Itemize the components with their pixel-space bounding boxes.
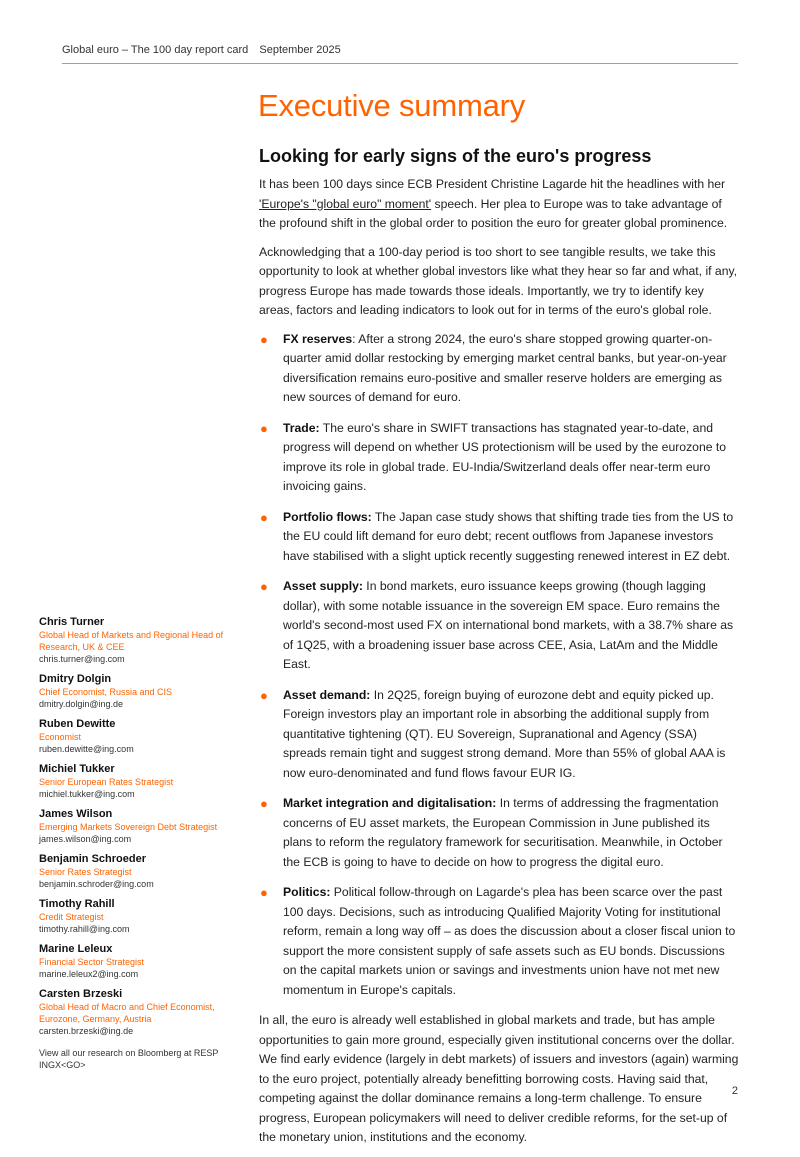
author-name: Timothy Rahill <box>39 898 115 910</box>
author-name: Ruben Dewitte <box>39 718 116 730</box>
bullet-dot-icon: ● <box>260 687 268 703</box>
bullet-asset-demand <box>259 686 740 784</box>
bullet-dot-icon: ● <box>260 796 268 811</box>
header-doc-title: Global euro – The 100 day report card <box>62 44 249 56</box>
bullet-text: : After a strong 2024, the euro's share stopped growing quarter-on-quarter amid dollar restocking by emerging market central banks, but year-on-year diversification remains euro-positive and smaller reserve holders are emerging as new sources of demand for euro. <box>283 331 727 404</box>
running-header <box>62 44 341 56</box>
bullet-dot-icon: ● <box>260 509 268 525</box>
bullet-text: In 2Q25, foreign buying of eurozone debt and equity picked up. Foreign investors play an important role in absorbing the additional supply from quantitative tightening (QT). EU Sovereign, Supranational and Agency (SSA) spreads remain tight and suggest strong demand. More than 55% of global AAA is now euro-denominated and fund flows favour EUR IG. <box>283 687 726 780</box>
bullet-text: The Japan case study shows that shifting trade ties from the US to the EU could lift demand for euro debt; recent outflows from Japanese investors have stabilised with a slight uptick recently suggesting renewed interest in EZ debt. <box>283 509 734 563</box>
author-name: Benjamin Schroeder <box>39 853 146 865</box>
author-contact <box>39 762 239 800</box>
page-title: Executive summary <box>258 88 526 123</box>
bullet-text: The euro's share in SWIFT transactions has stagnated year-to-date, and progress will depend on whether US protectionism will be used by the eurozone to improve its role in global trade. EU-India/Switzerland deals offer near-term euro invoicing gains. <box>283 420 727 493</box>
bullet-label: Portfolio flows: <box>283 509 372 524</box>
main-content <box>259 146 740 1157</box>
bullet-market-integration <box>259 794 740 872</box>
header-divider <box>62 63 738 64</box>
author-email[interactable]: dmitry.dolgin@ing.de <box>39 699 124 709</box>
speech-link[interactable]: 'Europe's "global euro" moment' <box>259 196 432 211</box>
author-name: Carsten Brzeski <box>39 988 123 1000</box>
bullet-label: FX reserves <box>283 331 353 346</box>
author-contact <box>39 987 239 1037</box>
intro-p1-before: It has been 100 days since ECB President Christine Lagarde hit the headlines with her <box>259 177 726 191</box>
bullet-portfolio-flows <box>259 508 740 567</box>
author-role: Financial Sector Strategist <box>39 957 145 967</box>
author-role: Economist <box>39 732 82 742</box>
author-role: Credit Strategist <box>39 912 104 922</box>
author-contact <box>39 717 239 755</box>
bullet-text: Political follow-through on Lagarde's plea has been scarce over the past 100 days. Decisions, such as introducing Qualified Majority Voting for institutional reform, remain a long way off – as does the discussion about a closer fiscal union to support the more consistent supply of safe assets such as EU bonds. Discussions on the capital markets union or savings and investments union have not met new momentum in Europe's capitals. <box>283 885 736 997</box>
bullet-dot-icon: ● <box>260 331 268 347</box>
author-name: Marine Leleux <box>39 943 113 955</box>
intro-paragraph-1 <box>259 175 740 234</box>
author-role: Senior Rates Strategist <box>39 867 132 877</box>
bullet-label: Trade: <box>283 420 320 435</box>
author-contact <box>39 897 239 935</box>
author-contact <box>39 672 239 710</box>
author-email[interactable]: james.wilson@ing.com <box>39 834 132 844</box>
bullet-text: In bond markets, euro issuance keeps growing (though lagging dollar), with some notable issuance in the sovereign EM space. Euro remains the world's second-most used FX on international bond markets, with a 38.7% share as of 1Q25, with a broadening issuer base across CEE, Asia, LatAm and the Middle East. <box>283 579 734 671</box>
author-email[interactable]: ruben.dewitte@ing.com <box>39 744 134 754</box>
bullet-label: Market integration and digitalisation: <box>283 796 497 810</box>
author-email[interactable]: carsten.brzeski@ing.de <box>39 1026 134 1036</box>
bullet-text: In terms of addressing the fragmentation concerns of EU asset markets, the European Commission in June published its plans to reform the regulatory framework for securitisation. Meanwhile, in October the ECB is going to have to decide on how to progress the digital euro. <box>283 796 723 869</box>
bullet-dot-icon: ● <box>260 579 268 594</box>
author-role: Global Head of Macro and Chief Economist, Eurozone, Germany, Austria <box>39 1002 215 1024</box>
author-email[interactable]: timothy.rahill@ing.com <box>39 924 130 934</box>
author-role: Global Head of Markets and Regional Head of Research, UK & CEE <box>39 630 224 652</box>
summary-bullet-list <box>259 330 740 1001</box>
bullet-dot-icon: ● <box>260 885 268 900</box>
bloomberg-note: View all our research on Bloomberg at RESP INGX<GO> <box>39 1048 219 1070</box>
bullet-dot-icon: ● <box>260 420 268 436</box>
intro-p1-after: speech. Her plea to Europe was to take advantage of the profound shift in the global order to position the euro for greater global prominence. <box>259 196 728 230</box>
author-email[interactable]: michiel.tukker@ing.com <box>39 789 135 799</box>
author-role: Senior European Rates Strategist <box>39 777 174 787</box>
bullet-politics <box>259 883 740 1000</box>
author-contact <box>39 615 239 665</box>
bullet-label: Politics: <box>283 885 331 899</box>
author-name: Michiel Tukker <box>39 763 115 775</box>
author-contact <box>39 807 239 845</box>
author-email[interactable]: marine.leleux2@ing.com <box>39 969 139 979</box>
bullet-asset-supply <box>259 577 740 675</box>
author-contact <box>39 852 239 890</box>
conclusion-paragraph: In all, the euro is already well established in global markets and trade, but has ample opportunities to gain more ground, especially given institutional concerns over the dollar. We find early evidence (largely in debt markets) of issuers and investors (again) warming to the euro project, potentially already benefitting borrowing costs. Having said that, competing against the dollar dominance remains a long-term challenge. To ensure progress, European policymakers will need to deliver credible reforms, for the set-up of the monetary union, institutions and the economy. <box>259 1013 739 1144</box>
author-name: Dmitry Dolgin <box>39 673 112 685</box>
author-role: Emerging Markets Sovereign Debt Strategist <box>39 822 218 832</box>
author-email[interactable]: chris.turner@ing.com <box>39 654 125 664</box>
bullet-label: Asset supply: <box>283 579 363 593</box>
header-date: September 2025 <box>259 44 341 56</box>
author-name: James Wilson <box>39 808 113 820</box>
author-role: Chief Economist, Russia and CIS <box>39 687 173 697</box>
author-contact <box>39 942 239 980</box>
section-subtitle: Looking for early signs of the euro's progress <box>259 146 652 166</box>
author-email[interactable]: benjamin.schroder@ing.com <box>39 879 154 889</box>
bullet-label: Asset demand: <box>283 687 371 702</box>
bullet-trade <box>259 419 740 497</box>
author-sidebar <box>39 615 239 1071</box>
page-number: 2 <box>731 1085 738 1097</box>
intro-paragraph-2: Acknowledging that a 100-day period is too short to see tangible results, we take this opportunity to look at whether global investors like what they hear so far and what, if any, progress Europe has made towards those ideals. Importantly, we try to identify key areas, factors and leading indicators to look out for in terms of the euro's global role. <box>259 244 738 317</box>
author-name: Chris Turner <box>39 616 105 628</box>
bullet-fx-reserves <box>259 330 740 408</box>
